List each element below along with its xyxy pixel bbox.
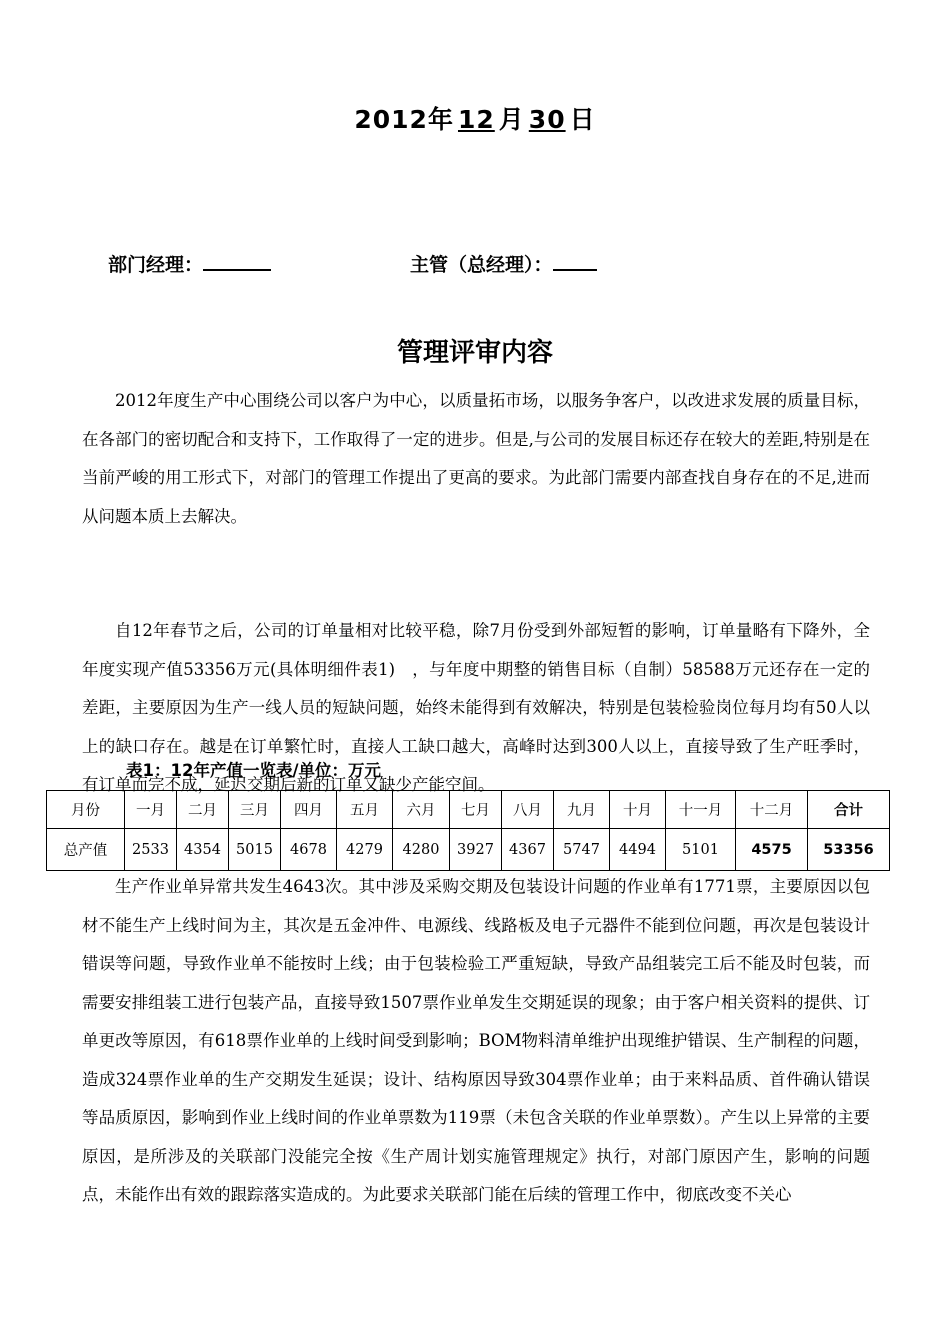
value-cell: 4367: [502, 829, 554, 871]
supervisor-label: 主管（总经理）：: [410, 254, 553, 276]
total-value-cell: 53356: [808, 829, 890, 871]
header-cell: 十月: [610, 791, 666, 829]
header-cell: 六月: [393, 791, 450, 829]
header-cell: 八月: [502, 791, 554, 829]
supervisor-signature: [410, 250, 597, 277]
header-cell: 四月: [281, 791, 337, 829]
date-month: 12: [457, 105, 495, 134]
page-title: 管理评审内容: [396, 338, 553, 368]
table-caption: 表1：12年产值一览表/单位：万元: [126, 761, 381, 780]
output-value-table: [46, 790, 890, 871]
value-cell: 5747: [554, 829, 610, 871]
header-cell: 三月: [229, 791, 281, 829]
value-cell: 2533: [125, 829, 177, 871]
date-day-char: 日: [569, 105, 596, 134]
value-cell: 4678: [281, 829, 337, 871]
supervisor-blank: [553, 251, 597, 271]
value-cell: 4279: [337, 829, 393, 871]
value-cell: 4575: [736, 829, 808, 871]
value-cell: 5015: [229, 829, 281, 871]
table-row: [47, 829, 890, 871]
header-cell: 一月: [125, 791, 177, 829]
date-month-char: 月: [498, 105, 525, 134]
header-cell: 十一月: [666, 791, 736, 829]
header-cell: 九月: [554, 791, 610, 829]
header-cell: 七月: [450, 791, 502, 829]
paragraph-exceptions: 生产作业单异常共发生4643次。其中涉及采购交期及包装设计问题的作业单有1771票，主要原因以包材不能生产上线时间为主，其次是五金冲件、电源线、线路板及电子元器件不能到位问题，再次是包装设计错误等问题，导致作业单不能按时上线；由于包装检验工严重短缺，导致产品组装完工后不能及时包装，而需要安排组装工进行包装产品，直接导致1507票作业单发生交期延误的现象；由于客户相关资料的提供、订单更改等原因，有618票作业单的上线时间受到影响；BOM物料清单维护出现维护错误、生产制程的问题，造成324票作业单的生产交期发生延误；设计、结构原因导致304票作业单；由于来料品质、首件确认错误等品质原因，影响到作业上线时间的作业单票数为119票（未包含关联的作业单票数）。产生以上异常的主要原因，是所涉及的关联部门没能完全按《生产周计划实施管理规定》执行，对部门原因产生，影响的问题点，未能作出有效的跟踪落实造成的。为此要求关联部门能在后续的管理工作中，彻底改变不关心: [82, 877, 870, 1204]
value-cell: 5101: [666, 829, 736, 871]
date-day: 30: [528, 105, 566, 134]
value-cell: 4354: [177, 829, 229, 871]
header-cell-total: 合计: [808, 791, 890, 829]
header-cell: 月份: [47, 791, 125, 829]
paragraph-orders: 自12年春节之后，公司的订单量相对比较平稳，除7月份受到外部短暂的影响，订单量略有下降外，全年度实现产值53356万元(具体明细件表1) ，与年度中期整的销售目标（自制）58588万元还存在一定的差距，主要原因为生产一线人员的短缺问题，始终未能得到有效解决，特别是包装检验岗位每月均有50人以上的缺口存在。越是在订单繁忙时，直接人工缺口越大，高峰时达到300人以上，直接导致了生产旺季时，有订单而完不成，延迟交期后新的订单又缺少产能空间。: [82, 621, 870, 794]
paragraph-intro: 2012年度生产中心围绕公司以客户为中心，以质量拓市场，以服务争客户，以改进求发展的质量目标，在各部门的密切配合和支持下，工作取得了一定的进步。但是,与公司的发展目标还存在较大的差距,特别是在当前严峻的用工形式下，对部门的管理工作提出了更高的要求。为此部门需要内部查找自身存在的不足,进而从问题本质上去解决。: [82, 391, 870, 526]
table-header-row: [47, 791, 890, 829]
value-cell: 3927: [450, 829, 502, 871]
dept-manager-blank: [203, 251, 271, 271]
value-cell: 4494: [610, 829, 666, 871]
row-label-cell: 总产值: [47, 829, 125, 871]
dept-manager-signature: [108, 250, 271, 277]
header-cell: 二月: [177, 791, 229, 829]
header-cell: 十二月: [736, 791, 808, 829]
header-cell: 五月: [337, 791, 393, 829]
value-cell: 4280: [393, 829, 450, 871]
date-year-char: 年: [427, 105, 454, 134]
report-date: [0, 100, 950, 136]
date-year: 2012: [354, 105, 428, 134]
dept-manager-label: 部门经理：: [108, 254, 204, 276]
